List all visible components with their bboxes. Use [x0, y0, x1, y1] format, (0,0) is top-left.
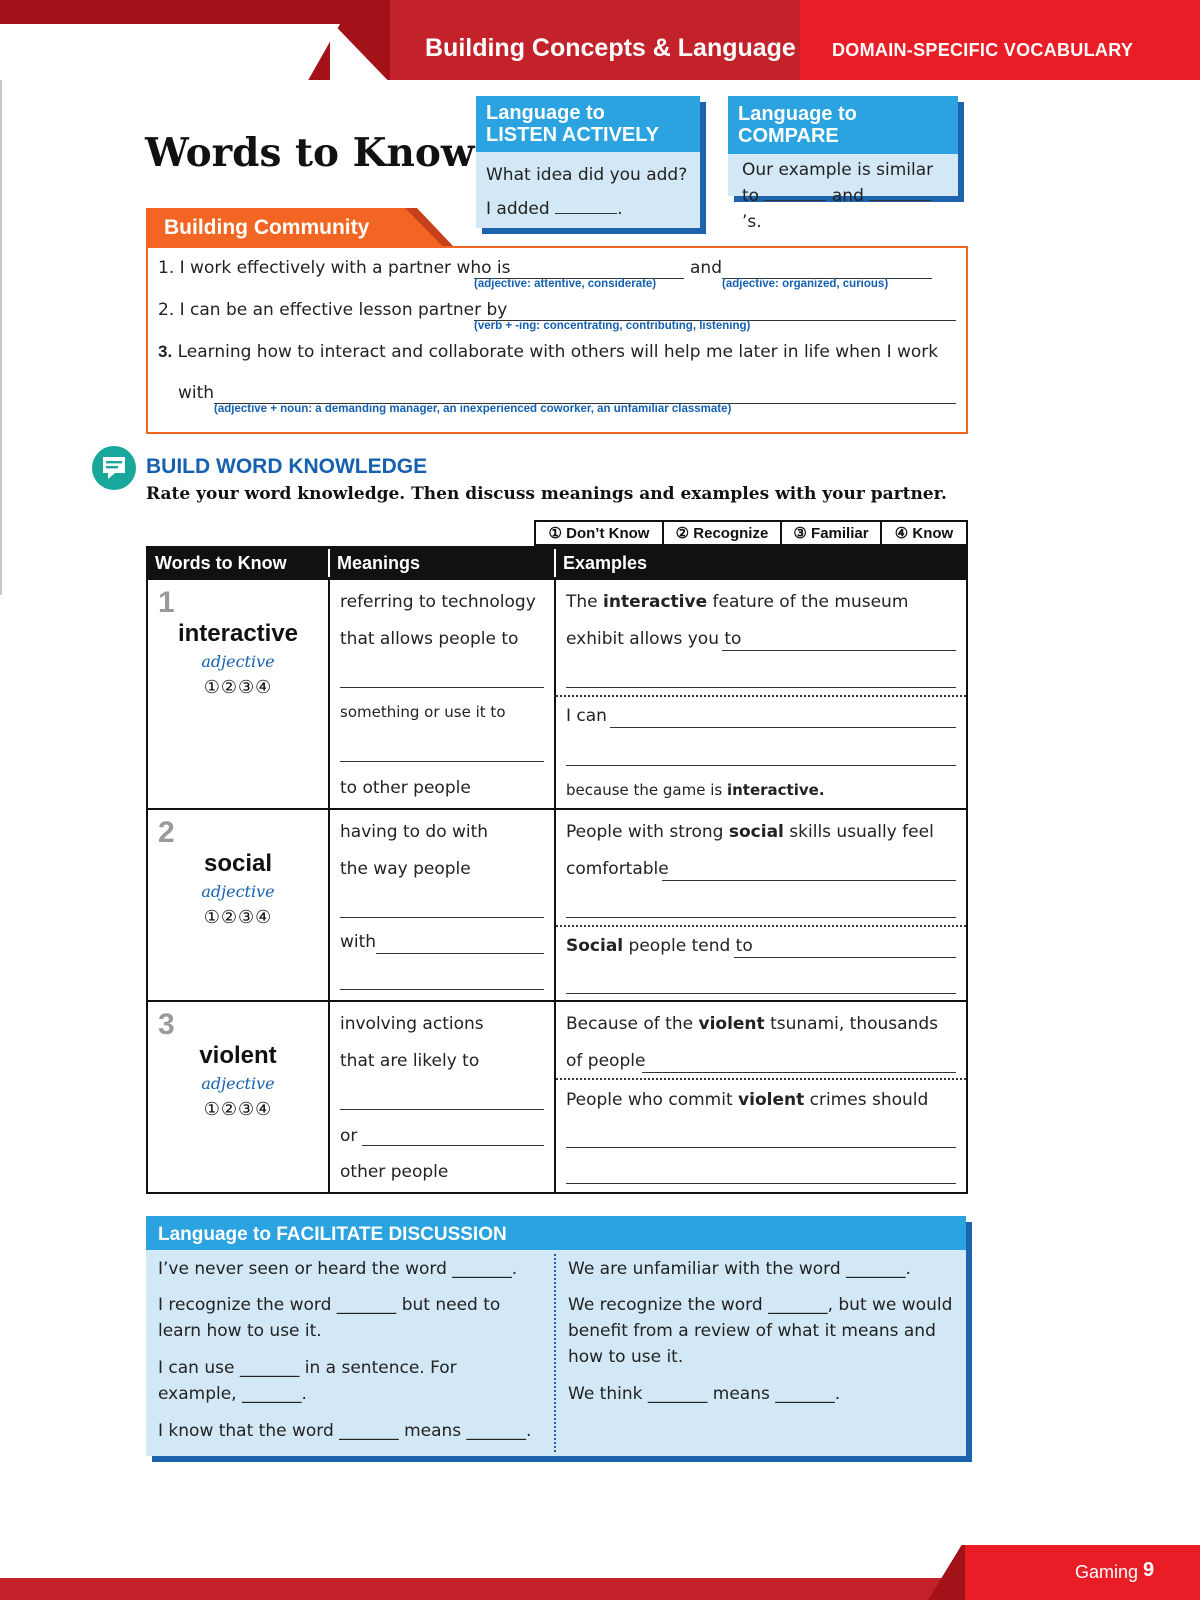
community-item1-hint1: (adjective: attentive, considerate) [474, 278, 657, 290]
row3-example-2: People who commit violent crimes should [566, 1090, 929, 1110]
col-examples: Examples [563, 553, 648, 573]
community-item1-and: and [690, 258, 722, 278]
facilitate-left-4: I know that the word _______ means _______. [158, 1421, 532, 1441]
footer-section: Gaming [1075, 1562, 1139, 1582]
row1-meaning-4: to other people [340, 778, 471, 798]
table-col-divider-2 [554, 580, 556, 1194]
header-divider-1 [328, 549, 330, 577]
row1-meaning-3: something or use it to [340, 703, 506, 721]
facilitate-left-1: I’ve never seen or heard the word _______. [158, 1259, 518, 1279]
facilitate-right-2: We recognize the word _______, but we would benefit from a review of what it means and how to use it. [568, 1295, 953, 1367]
row1-example-2: I can [566, 706, 607, 726]
facilitate-left-2: I recognize the word _______ but need to learn how to use it. [158, 1295, 501, 1341]
compare-header: Language to COMPARE [728, 96, 958, 154]
community-label: Building Community [164, 216, 370, 239]
row3-meaning-1: involving actions [340, 1014, 484, 1034]
row3-rating-circles[interactable]: ①②③④ [203, 1099, 273, 1120]
row1-meaning-2: that allows people to [340, 629, 519, 649]
build-word-knowledge-heading: BUILD WORD KNOWLEDGE [146, 455, 428, 478]
row3-word: violent [199, 1042, 277, 1069]
rating-know: ④ Know [880, 520, 968, 546]
row3-meaning-4: other people [340, 1162, 449, 1182]
row3-example-blank-2[interactable] [566, 1146, 956, 1148]
row3-number: 3 [158, 1008, 175, 1041]
rating-recognize: ② Recognize [662, 520, 782, 546]
facilitate-left-3: I can use _______ in a sentence. For example, _______. [158, 1358, 457, 1404]
row1-pos: adjective [201, 652, 275, 671]
listen-blank [555, 212, 617, 214]
row1-word: interactive [177, 620, 299, 647]
listen-actively-header [476, 96, 700, 152]
row2-meaning-blank-1[interactable] [340, 916, 544, 918]
listen-actively-box: Language to LISTEN ACTIVELY What idea did you add? I added . [476, 96, 700, 228]
row2-meaning-2: the way people [340, 859, 471, 879]
discussion-icon [92, 446, 136, 490]
listen-title-line2: LISTEN ACTIVELY [486, 124, 659, 146]
row2-number: 2 [158, 816, 175, 849]
row1-example-1-line2: exhibit allows you to [566, 629, 742, 649]
row1-meaning-blank-2[interactable] [340, 760, 544, 762]
listen-line1: What idea did you add? [486, 165, 688, 185]
row1-example-separator [556, 695, 966, 697]
col-meanings: Meanings [337, 553, 421, 573]
row2-meaning-1: having to do with [340, 822, 489, 842]
row1-example-blank-2[interactable] [566, 686, 956, 688]
row2-meaning-blank-3[interactable] [340, 988, 544, 990]
compare-and: and [831, 186, 864, 206]
row3-example-1-line2: of people [566, 1051, 646, 1071]
compare-line1: Our example is similar [742, 160, 934, 180]
row2-example-separator [556, 925, 966, 927]
compare-to: to [742, 186, 760, 206]
row1-example-1: The interactive feature of the museum [566, 592, 909, 612]
community-item3: 3. Learning how to interact and collaborate with others will help me later in life when I work [158, 342, 939, 362]
row1-example-blank-4[interactable] [566, 764, 956, 766]
row1-example-3: because the game is interactive. [566, 781, 825, 799]
compare-blank-1 [764, 199, 826, 201]
header-white-cutout [0, 24, 340, 84]
row2-meaning-blank-2[interactable] [376, 952, 544, 954]
page-title: Words to Know [145, 130, 475, 176]
table-col-divider-1 [328, 580, 330, 1194]
row2-example-blank-4[interactable] [566, 992, 956, 994]
row3-meaning-3: or [340, 1126, 358, 1146]
facilitate-discussion-title: Language to FACILITATE DISCUSSION [158, 1224, 507, 1245]
row1-meaning-blank-1[interactable] [340, 686, 544, 688]
vocab-instructions: Rate your word knowledge. Then discuss meanings and examples with your partner. [146, 484, 947, 504]
facilitate-divider [554, 1254, 556, 1452]
rating-dont-know: ① Don’t Know [534, 520, 664, 546]
row3-pos: adjective [201, 1074, 275, 1093]
row2-example-2: Social people tend to [566, 936, 753, 956]
row-divider-1 [146, 808, 968, 810]
community-item1: 1. I work effectively with a partner who is [158, 258, 511, 278]
page-edge-rule [0, 80, 2, 595]
community-item3-with: with [178, 383, 215, 403]
header-title: Building Concepts & Language [425, 34, 796, 62]
row2-word: social [203, 850, 273, 877]
row2-example-1-line2: comfortable [566, 859, 669, 879]
row2-pos: adjective [201, 882, 275, 901]
community-item2: 2. I can be an effective lesson partner by [158, 300, 508, 320]
header-divider-2 [554, 549, 556, 577]
compare-blank-2 [869, 199, 931, 201]
community-item1-hint2: (adjective: organized, curious) [722, 278, 889, 290]
listen-line2: I added [486, 199, 550, 219]
facilitate-right-3: We think _______ means _______. [568, 1384, 841, 1404]
row2-meaning-3: with [340, 932, 377, 952]
row1-rating-circles[interactable]: ①②③④ [203, 677, 273, 698]
community-item3-hint: (adjective + noun: a demanding manager, an inexperienced coworker, an unfamiliar classmate) [214, 403, 732, 415]
compare-possessive: ’s. [742, 212, 762, 232]
row3-example-blank-1[interactable] [642, 1071, 956, 1073]
row3-example-blank-3[interactable] [566, 1182, 956, 1184]
row3-example-separator [556, 1078, 966, 1080]
row2-rating-circles[interactable]: ①②③④ [203, 907, 273, 928]
facilitate-right-1: We are unfamiliar with the word _______. [568, 1259, 911, 1279]
row2-example-blank-1[interactable] [662, 879, 956, 881]
row1-number: 1 [158, 586, 175, 619]
row1-example-blank-1[interactable] [722, 649, 956, 651]
row-divider-2 [146, 1000, 968, 1002]
row2-example-blank-2[interactable] [566, 916, 956, 918]
row3-example-1: Because of the violent tsunami, thousands [566, 1014, 938, 1034]
rating-familiar: ③ Familiar [780, 520, 882, 546]
table-border-right [966, 580, 968, 1194]
community-item2-hint: (verb + -ing: concentrating, contributing, listening) [474, 320, 751, 332]
row1-example-blank-3[interactable] [610, 726, 956, 728]
table-border-bottom [146, 1192, 968, 1194]
col-words-to-know: Words to Know [155, 553, 287, 573]
compare-box [728, 96, 958, 232]
header-subtitle: DOMAIN-SPECIFIC VOCABULARY [832, 40, 1134, 60]
row3-meaning-blank-2[interactable] [362, 1144, 544, 1146]
row1-meaning-1: referring to technology [340, 592, 536, 612]
row2-example-1: People with strong social skills usually feel [566, 822, 934, 842]
page-number: 9 [1143, 1559, 1155, 1581]
row3-meaning-2: that are likely to [340, 1051, 480, 1071]
row3-meaning-blank-1[interactable] [340, 1108, 544, 1110]
listen-title-line1: Language to [486, 102, 605, 124]
row2-example-blank-3[interactable] [734, 956, 956, 958]
